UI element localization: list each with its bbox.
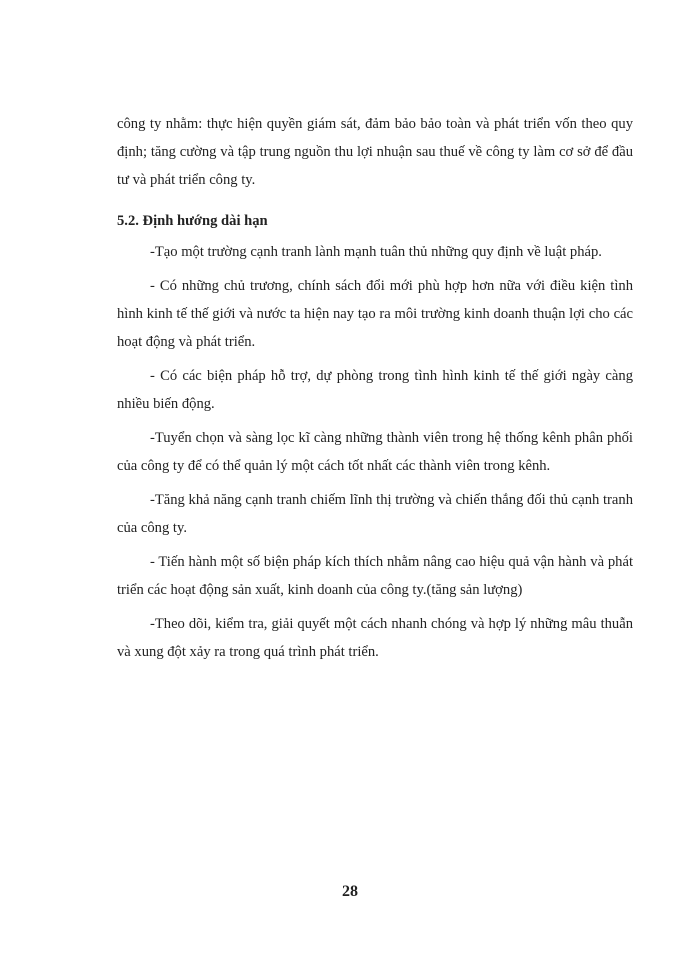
bullet-item: - Tiến hành một số biện pháp kích thích nhằm nâng cao hiệu quả vận hành và phát triển các hoạt động sản xuất, kinh doanh của công ty.(tăng sản lượng) xyxy=(117,554,633,598)
page-number: 28 xyxy=(342,883,358,900)
intro-paragraph: công ty nhằm: thực hiện quyền giám sát, đảm bảo bảo toàn và phát triển vốn theo quy định; tăng cường và tập trung nguồn thu lợi nhuận sau thuế về công ty làm cơ sở để đầu tư và phát triển công ty. xyxy=(117,116,633,188)
section-heading: 5.2. Định hướng dài hạn xyxy=(117,213,268,229)
bullet-item: -Theo dõi, kiểm tra, giải quyết một cách nhanh chóng và hợp lý những mâu thuẫn và xung đột xảy ra trong quá trình phát triển. xyxy=(117,616,633,660)
bullet-item: -Tuyển chọn và sàng lọc kĩ càng những thành viên trong hệ thống kênh phân phối của công ty để có thể quản lý một cách tốt nhất các thành viên trong kênh. xyxy=(117,430,633,474)
page-content xyxy=(117,110,633,672)
bullet-item: - Có các biện pháp hỗ trợ, dự phòng trong tình hình kinh tế thế giới ngày càng nhiều biến động. xyxy=(117,368,633,412)
bullet-item: -Tăng khả năng cạnh tranh chiếm lĩnh thị trường và chiến thắng đối thủ cạnh tranh của công ty. xyxy=(117,492,633,536)
bullet-item: -Tạo một trường cạnh tranh lành mạnh tuân thủ những quy định về luật pháp. xyxy=(150,244,602,260)
bullet-item: - Có những chủ trương, chính sách đổi mới phù hợp hơn nữa với điều kiện tình hình kinh tế thế giới và nước ta hiện nay tạo ra môi trường kinh doanh thuận lợi cho các hoạt động và phát triển. xyxy=(117,278,633,350)
